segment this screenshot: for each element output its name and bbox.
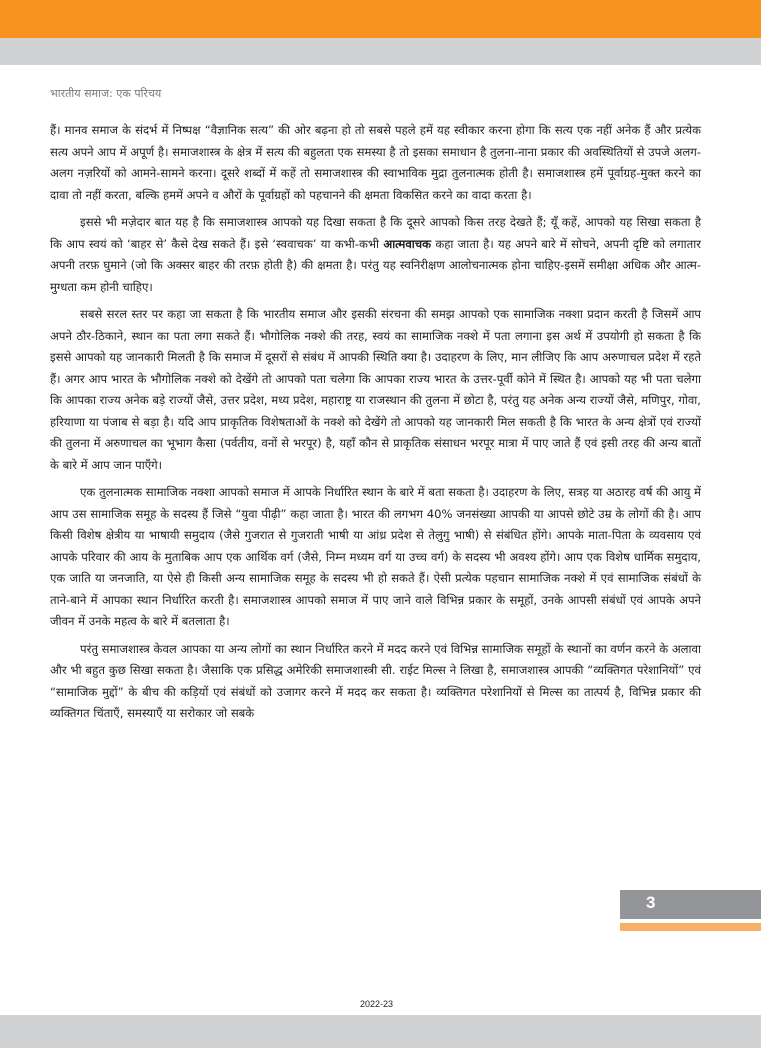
paragraph-5: परंतु समाजशास्त्र केवल आपका या अन्य लोगों का स्थान निर्धारित करने में मदद करने एवं विभिन्न सामाजिक समूहों के स्थानों का वर्णन करने के अलावा और भी बहुत कुछ सिखा सकता है। जैसाकि एक प्रसिद्ध अमेरिकी समाजशास्त्री सी. राईट मिल्स ने लिखा है, समाजशास्त्र आपकी “व्यक्तिगत परेशानियों” एवं “सामाजिक मुद्दों” के बीच की कड़ियों एवं संबंधों को उजागर करने में मदद कर सकता है। व्यक्तिगत परेशानियों से मिल्स का तात्पर्य है, विभिन्न प्रकार की व्यक्तिगत चिंताएँ, समस्याएँ या सरोकार जो सबके — [50, 641, 701, 720]
running-title: भारतीय समाज: एक परिचय — [50, 87, 162, 100]
bottom-gray-band — [0, 1015, 761, 1048]
page-number-box — [620, 890, 761, 919]
page-number: 3 — [646, 893, 656, 912]
paragraph-1: हैं। मानव समाज के संदर्भ में निष्पक्ष “वैज्ञानिक सत्य” की ओर बढ़ना हो तो सबसे पहले हमें यह स्वीकार करना होगा कि सत्य एक नहीं अनेक हैं और प्रत्येक सत्य अपने आप में अपूर्ण है। समाजशास्त्र के क्षेत्र में सत्य की बहुलता एक समस्या है तो इसका समाधान है तुलना-नाना प्रकार की अवस्थितियों से उपजे अलग-अलग नज़रियों को आमने-सामने करना। दूसरे शब्दों में कहें तो समाजशास्त्र की स्वाभाविक मुद्रा तुलनात्मक होती है। समाजशास्त्र हमें पूर्वाग्रह-मुक्त करने का दावा तो नहीं करता, बल्कि हममें अपने व औरों के पूर्वाग्रहों को पहचानने की क्षमता विकसित करने का वादा करता है। — [50, 123, 701, 202]
paragraph-2 — [50, 212, 701, 298]
paragraph-2-text-a: इससे भी मज़ेदार बात यह है कि समाजशास्त्र आपको यह दिखा सकता है कि दूसरे आपको किस तरह देखते हैं; यूँ कहें, आपको यह सिखा सकता है कि आप स्वयं को ‘बाहर से’ कैसे देख सकते हैं। इसे ‘स्ववाचक’ या कभी-कभी — [50, 215, 701, 251]
paragraph-3: सबसे सरल स्तर पर कहा जा सकता है कि भारतीय समाज और इसकी संरचना की समझ आपको एक सामाजिक नक्शा प्रदान करती है जिसमें आप अपने ठौर-ठिकाने, स्थान का पता लगा सकते हैं। भौगोलिक नक्शे की तरह, स्वयं का सामाजिक नक्शे में पता लगाना इस अर्थ में उपयोगी हो सकता है कि इससे आपको यह जानकारी मिलती है कि समाज में दूसरों से संबंध में आपकी स्थिति क्या है। उदाहरण के लिए, मान लीजिए कि आप अरुणाचल प्रदेश में रहते हैं। अगर आप भारत के भौगोलिक नक्शे को देखेंगे तो आपको पता चलेगा कि आपका राज्य भारत के उत्तर-पूर्वी कोने में स्थित है। आपको यह भी पता चलेगा कि आपका राज्य अनेक बड़े राज्यों जैसे, उत्तर प्रदेश, मध्य प्रदेश, महाराष्ट्र या राजस्थान की तुलना में छोटा है, परंतु यह अनेक अन्य राज्यों जैसे, मणिपुर, गोवा, हरियाणा या पंजाब से बड़ा है। यदि आप प्राकृतिक विशेषताओं के नक्शे को देखेंगे तो आपको यह जानकारी मिल सकती है कि भारत के अन्य क्षेत्रों एवं राज्यों की तुलना में अरुणाचल का भूभाग कैसा (पर्वतीय, वनों से भरपूर) है, यहाँ कौन से प्राकृतिक संसाधन भरपूर मात्रा में पाए जाते हैं एवं इसी तरह की अन्य बातों के बारे में आप जान पाएँगे। — [50, 307, 701, 472]
body-text — [50, 120, 701, 731]
paragraph-2-text-b: कहा जाता है। यह अपने बारे में सोचने, अपनी दृष्टि को लगातार अपनी तरफ़ घुमाने (जो कि अक्सर बाहर की तरफ़ होती है) की क्षमता है। परंतु यह स्वनिरीक्षण आलोचनात्मक होना चाहिए-इसमें समीक्षा अधिक और आत्म-मुग्धता कम होनी चाहिए। — [50, 236, 701, 294]
bold-term-atmavachak: आत्मवाचक — [383, 236, 432, 251]
page-number-orange-strip — [620, 923, 761, 931]
top-gray-band — [0, 38, 761, 65]
footer-year: 2022-23 — [360, 999, 394, 1009]
top-orange-band — [0, 0, 761, 38]
paragraph-4: एक तुलनात्मक सामाजिक नक्शा आपको समाज में आपके निर्धारित स्थान के बारे में बता सकता है। उदाहरण के लिए, सत्रह या अठारह वर्ष की आयु में आप उस सामाजिक समूह के सदस्य हैं जिसे “युवा पीढ़ी” कहा जाता है। भारत की लगभग 40% जनसंख्या आपकी या आपसे छोटे उम्र के लोगों की है। आप किसी विशेष क्षेत्रीय या भाषायी समुदाय (जैसे गुजरात से गुजराती भाषी या आंध्र प्रदेश से तेलुगु भाषी) से संबंधित होंगे। आपके माता-पिता के व्यवसाय एवं आपके परिवार की आय के मुताबिक आप एक आर्थिक वर्ग (जैसे, निम्न मध्यम वर्ग या उच्च वर्ग) के सदस्य भी अवश्य होंगे। आप एक विशेष धार्मिक समुदाय, एक जाति या जनजाति, या ऐसे ही किसी अन्य सामाजिक समूह के सदस्य भी हो सकते हैं। ऐसी प्रत्येक पहचान सामाजिक नक्शे में एवं सामाजिक संबंधों के ताने-बाने में आपका स्थान निर्धारित करती है। समाजशास्त्र आपको समाज में पाए जाने वाले विभिन्न प्रकार के समूहों, उनके आपसी संबंधों एवं आपके अपने जीवन में उनके महत्व के बारे में बतलाता है। — [50, 485, 701, 628]
